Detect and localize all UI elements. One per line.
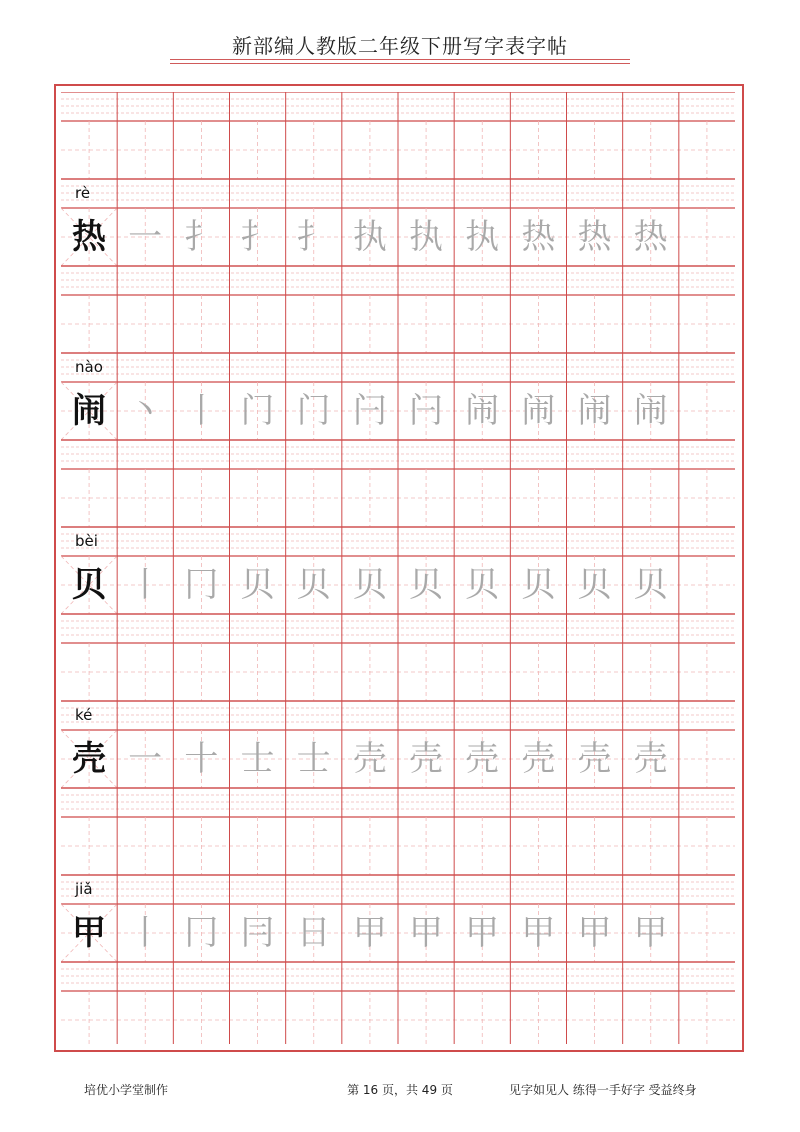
stroke-order-cell: 贝: [409, 565, 443, 605]
stroke-order-cell: 壳: [521, 739, 556, 779]
model-character: 热: [72, 217, 106, 257]
stroke-order-cell: 闩: [409, 391, 443, 431]
stroke-order-cell: 热: [521, 217, 556, 257]
stroke-order-cell: 热: [577, 217, 612, 257]
stroke-order-cell: 冂: [184, 913, 219, 953]
stroke-order-cell: 贝: [352, 565, 387, 605]
pinyin-label: bèi: [75, 532, 98, 550]
stroke-order-cell: 闹: [465, 391, 500, 431]
page-title: 新部编人教版二年级下册写字表字帖: [232, 34, 568, 58]
stroke-order-cell: 甲: [633, 913, 668, 953]
stroke-order-cell: 士: [240, 739, 275, 779]
stroke-order-cell: 壳: [352, 739, 387, 779]
stroke-order-cell: 闹: [577, 391, 612, 431]
stroke-order-cell: 执: [465, 217, 500, 257]
stroke-order-cell: 一: [128, 217, 163, 257]
stroke-order-cell: 丨: [128, 565, 163, 605]
stroke-order-cell: 甲: [577, 913, 612, 953]
stroke-order-cell: 闹: [633, 391, 668, 431]
stroke-order-cell: 热: [633, 217, 668, 257]
stroke-order-cell: 壳: [465, 739, 500, 779]
stroke-order-cell: 执: [352, 217, 387, 257]
stroke-order-cell: 闹: [521, 391, 556, 431]
stroke-order-cell: 贝: [521, 565, 556, 605]
model-character: 壳: [72, 739, 106, 779]
stroke-order-cell: 冂: [184, 565, 219, 605]
stroke-order-cell: 壳: [633, 739, 668, 779]
model-character: 甲: [72, 913, 106, 953]
stroke-order-cell: 丶: [128, 391, 163, 431]
stroke-order-cell: 扌: [184, 217, 219, 257]
pinyin-label: nào: [75, 358, 103, 376]
stroke-order-cell: 甲: [352, 913, 387, 953]
stroke-order-cell: 贝: [465, 565, 500, 605]
footer-maker: 培优小学堂制作: [84, 1083, 169, 1097]
practice-grid: [61, 92, 735, 1044]
title-rule-top: [170, 59, 630, 60]
stroke-order-cell: 壳: [409, 739, 443, 779]
stroke-order-cell: 闩: [352, 391, 387, 431]
stroke-order-cell: 扌: [240, 217, 275, 257]
stroke-order-cell: 日: [296, 913, 331, 953]
footer-page-number: 第 16 页，共 49 页: [347, 1083, 453, 1097]
stroke-order-cell: 贝: [577, 565, 612, 605]
pinyin-label: jiǎ: [75, 880, 93, 898]
stroke-order-cell: 门: [296, 391, 331, 431]
footer-motto: 见字如见人 练得一手好字 受益终身: [509, 1083, 697, 1097]
stroke-order-cell: 甲: [409, 913, 443, 953]
stroke-order-cell: 一: [128, 739, 163, 779]
model-character: 贝: [72, 565, 106, 605]
stroke-order-cell: 丨: [184, 391, 219, 431]
stroke-order-cell: 贝: [296, 565, 331, 605]
stroke-order-cell: 冃: [240, 913, 275, 953]
stroke-order-cell: 士: [296, 739, 331, 779]
stroke-order-cell: 贝: [240, 565, 275, 605]
stroke-order-cell: 壳: [577, 739, 612, 779]
stroke-order-cell: 丨: [128, 913, 163, 953]
stroke-order-cell: 十: [184, 739, 219, 779]
model-character: 闹: [72, 391, 106, 431]
pinyin-label: rè: [75, 184, 91, 202]
stroke-order-cell: 执: [409, 217, 443, 257]
stroke-order-cell: 甲: [465, 913, 500, 953]
pinyin-label: ké: [75, 706, 93, 724]
stroke-order-cell: 扌: [296, 217, 331, 257]
title-rule-bottom: [170, 63, 630, 64]
stroke-order-cell: 门: [240, 391, 275, 431]
stroke-order-cell: 甲: [521, 913, 556, 953]
stroke-order-cell: 贝: [633, 565, 668, 605]
